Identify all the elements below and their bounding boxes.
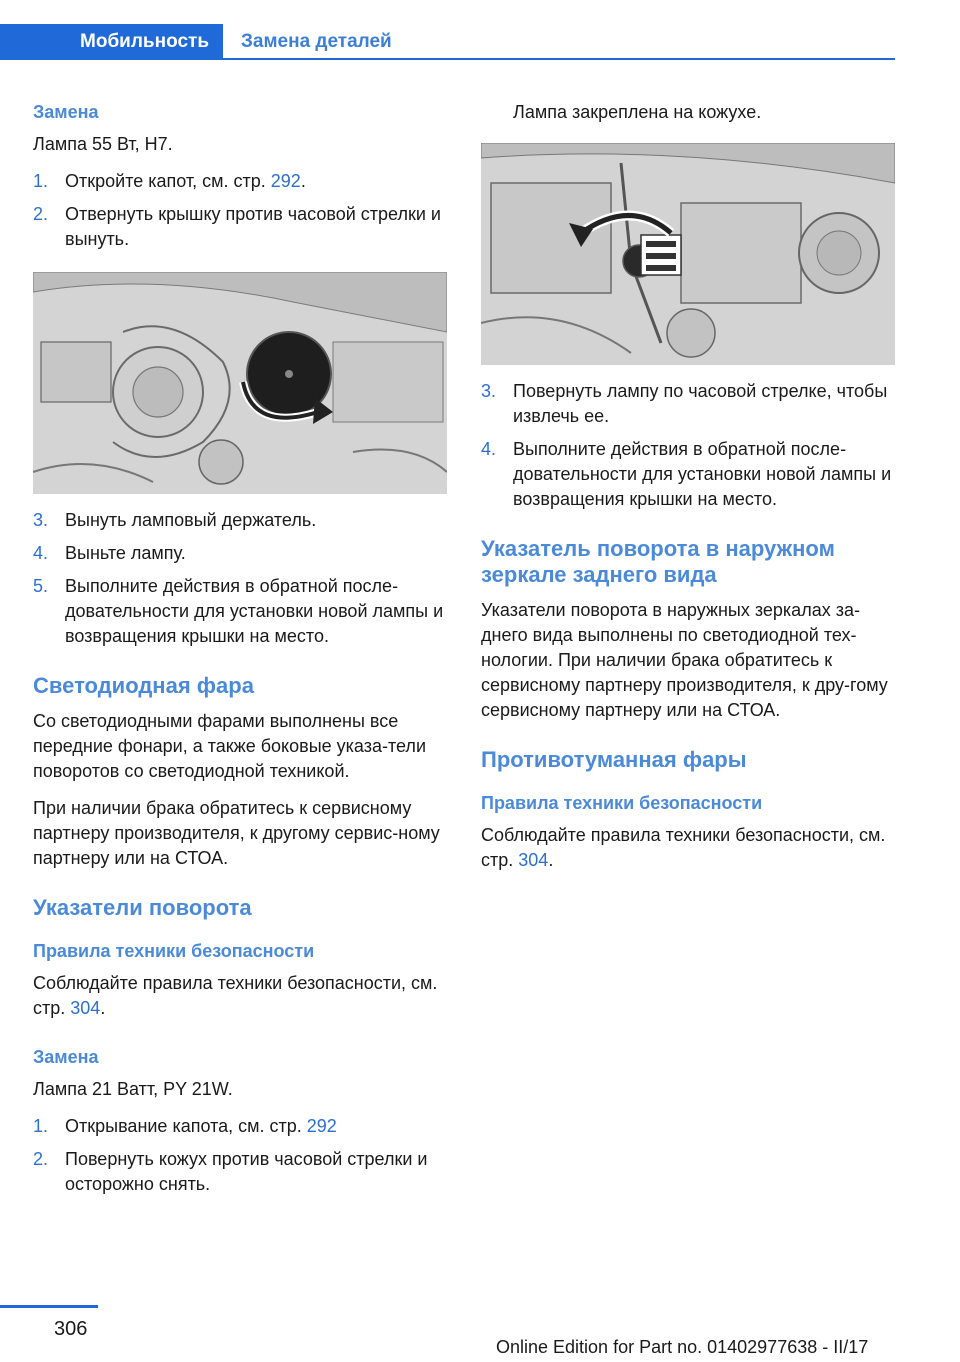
edition-note: Online Edition for Part no. 01402977638 - II/17 xyxy=(496,1337,869,1357)
step-text: Повернуть лампу по часовой стрелке, чтобы извлечь ее. xyxy=(513,381,888,426)
step-number: 4. xyxy=(33,543,49,563)
page-link[interactable]: 304 xyxy=(70,998,101,1018)
step-tail: . xyxy=(300,171,306,191)
steps-list-3 xyxy=(33,1114,453,1197)
step-text: Повернуть кожух против часовой стрелки и осторожно снять. xyxy=(65,1149,428,1194)
page-number: 306 xyxy=(54,1318,88,1340)
headlight-cover-drawing xyxy=(33,272,447,494)
list-item xyxy=(33,169,453,194)
list-item xyxy=(33,574,453,649)
list-item xyxy=(481,437,901,512)
step-text: Выполните действия в обратной после-довательности для установки новой лампы и возвращения крышки на место. xyxy=(65,576,444,646)
heading-mirror-signal: Указатель поворота в наружном зеркале заднего вида xyxy=(481,536,835,587)
safety-text: Соблюдайте правила техники безопасности, см. стр. xyxy=(481,825,886,870)
list-item xyxy=(33,508,453,533)
heading-turn-signals: Указатели поворота xyxy=(33,895,252,920)
heading-replacement-2: Замена xyxy=(33,1047,99,1067)
heading-safety: Правила техники безопасности xyxy=(33,941,315,961)
paragraph-service: При наличии брака обратитесь к сервисному партнеру производителя, к другому сервис-ному партнеру или на СТОА. xyxy=(33,798,440,868)
heading-led-headlight: Светодиодная фара xyxy=(33,673,254,698)
left-column xyxy=(33,100,453,1209)
headlight-cover-illustration xyxy=(33,272,447,494)
step-number: 3. xyxy=(481,381,497,401)
steps-list-right xyxy=(481,379,901,512)
list-item xyxy=(33,1147,453,1197)
step-number: 4. xyxy=(481,439,497,459)
paragraph-lamp-mounted: Лампа закреплена на кожухе. xyxy=(513,102,762,122)
step-number: 2. xyxy=(33,1149,49,1169)
step-number: 1. xyxy=(33,1116,49,1136)
page-link[interactable]: 304 xyxy=(518,850,549,870)
paragraph-led-info: Со светодиодными фарами выполнены все передние фонари, а также боковые указа-тели поворотов со светодиодной техникой. xyxy=(33,711,426,781)
tab-mobility[interactable]: Мобильность xyxy=(0,24,223,60)
step-text: Выньте лампу. xyxy=(65,543,186,563)
page-link[interactable]: 292 xyxy=(270,171,301,191)
step-text: Открывание капота, см. стр. xyxy=(65,1116,307,1136)
step-text: Отвернуть крышку против часовой стрелки и вынуть. xyxy=(65,204,441,249)
safety-tail: . xyxy=(548,850,554,870)
steps-list-2 xyxy=(33,508,453,649)
page-link[interactable]: 292 xyxy=(306,1116,337,1136)
safety-text: Соблюдайте правила техники безопасности, см. стр. xyxy=(33,973,438,1018)
paragraph-safety xyxy=(33,971,453,1021)
step-number: 2. xyxy=(33,204,49,224)
heading-replacement: Замена xyxy=(33,102,99,122)
heading-fog-lights: Противотуманная фары xyxy=(481,747,747,772)
header-divider xyxy=(223,58,895,60)
list-item xyxy=(481,379,901,429)
list-item xyxy=(33,202,453,252)
right-column xyxy=(481,100,901,885)
paragraph-mirror-signal: Указатели поворота в наружных зеркалах за-днего вида выполнены по светодиодной тех-нологии. При наличии брака обратитесь к сервисному партнеру производителя, к дру-гому сервисному партнеру или на СТОА. xyxy=(481,600,888,720)
paragraph-lamp-spec: Лампа 55 Вт, H7. xyxy=(33,134,173,154)
step-text: Вынуть ламповый держатель. xyxy=(65,510,317,530)
page-header xyxy=(0,24,895,60)
tab-replacing-parts[interactable]: Замена деталей xyxy=(241,31,392,52)
safety-tail: . xyxy=(100,998,106,1018)
step-number: 5. xyxy=(33,576,49,596)
step-number: 1. xyxy=(33,171,49,191)
footer-accent-bar xyxy=(0,1305,98,1308)
list-item xyxy=(33,541,453,566)
step-text: Выполните действия в обратной после-довательности для установки новой лампы и возвращения крышки на место. xyxy=(513,439,892,509)
list-item xyxy=(33,1114,453,1139)
turn-signal-drawing xyxy=(481,143,895,365)
step-number: 3. xyxy=(33,510,49,530)
steps-list-1 xyxy=(33,169,453,252)
step-text: Откройте капот, см. стр. xyxy=(65,171,271,191)
turn-signal-illustration xyxy=(481,143,895,365)
paragraph-safety-right xyxy=(481,823,901,873)
paragraph-bulb-spec: Лампа 21 Ватт, PY 21W. xyxy=(33,1079,233,1099)
heading-safety-right: Правила техники безопасности xyxy=(481,793,763,813)
